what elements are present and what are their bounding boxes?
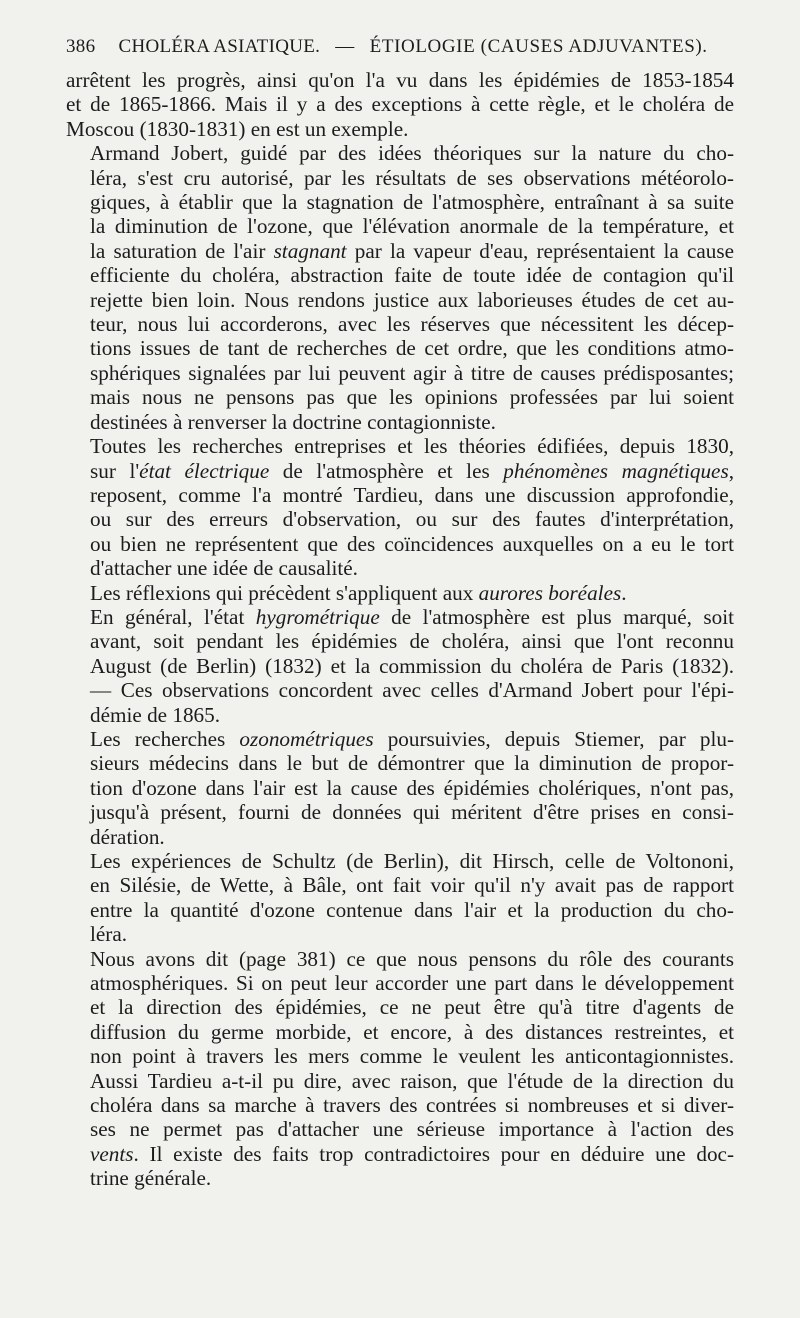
text-line: jusqu'à présent, fourni de données qui méritent d'être prises en consi- [90,800,734,825]
text-line: avant, soit pendant les épidémies de choléra, ainsi que l'ont reconnu [90,629,734,654]
text-line: Les réflexions qui précèdent s'appliquent aux aurores boréales. [90,580,627,605]
text-line: En général, l'état hygrométrique de l'atmosphère est plus marqué, soit [90,604,734,629]
paragraph [66,605,734,727]
text-line: entre la quantité d'ozone contenue dans l'air et la production du cho- [90,897,734,922]
text-line: Les expériences de Schultz (de Berlin), dit Hirsch, celle de Voltononi, [90,849,734,873]
text-line: d'attacher une idée de causalité. [90,556,358,581]
text-line: efficiente du choléra, abstraction faite de toute idée de contagion qu'il [90,263,734,288]
paragraph [66,849,734,947]
text-line: sur l'état électrique de l'atmosphère et les phénomènes magnétiques, [90,458,734,483]
text-line: démie de 1865. [90,702,221,727]
text-line: dération. [90,824,165,849]
text-line: vents. Il existe des faits trop contradictoires pour en déduire une doc- [90,1141,734,1166]
text-line: giques, à établir que la stagnation de l'atmosphère, entraînant à sa suite [90,190,734,215]
text-line: léra, s'est cru autorisé, par les résultats de ses observations météorolo- [90,165,734,190]
text-line: mais nous ne pensons pas que les opinions professées par lui soient [90,385,734,410]
paragraph [66,68,734,141]
text-line: sieurs médecins dans le but de démontrer que la diminution de propor- [90,751,734,776]
header-separator: — [335,36,355,57]
paragraph [66,581,734,605]
text-line: Nous avons dit (page 381) ce que nous pensons du rôle des courants [90,946,734,971]
text-line: tions issues de tant de recherches de cet ordre, que les conditions atmo- [90,336,734,361]
text-line: et la direction des épidémies, ce ne peut être qu'à titre d'agents de [90,995,734,1020]
text-line: reposent, comme l'a montré Tardieu, dans une discussion approfondie, [90,482,734,507]
text-line: arrêtent les progrès, ainsi qu'on l'a vu dans les épidémies de 1853-1854 [66,68,734,92]
running-header [66,36,746,58]
body-text [66,68,734,1191]
paragraph [66,947,734,1191]
text-line: Aussi Tardieu a-t-il pu dire, avec raison, que l'étude de la direction du [90,1068,734,1093]
text-line: ses ne permet pas d'attacher une sérieuse importance à l'action des [90,1117,734,1142]
text-line: choléra dans sa marche à travers des contrées si nombreuses et si diver- [90,1093,734,1118]
text-line: — Ces observations concordent avec celles d'Armand Jobert pour l'épi- [90,678,734,703]
text-line: ou bien ne représentent que des coïncidences auxquelles on a eu le tort [90,531,734,556]
paragraph [66,727,734,849]
text-line: August (de Berlin) (1832) et la commission du choléra de Paris (1832). [90,653,734,678]
text-line: diffusion du germe morbide, et encore, à des distances restreintes, et [90,1019,734,1044]
text-line: non point à travers les mers comme le veulent les anticontagionnistes. [90,1044,734,1069]
text-line: Moscou (1830-1831) en est un exemple. [66,116,409,141]
running-title: CHOLÉRA ASIATIQUE. [118,36,321,57]
text-line: Toutes les recherches entreprises et les théories édifiées, depuis 1830, [90,434,734,459]
text-line: atmosphériques. Si on peut leur accorder une part dans le développement [90,971,734,996]
section-title: ÉTIOLOGIE (CAUSES ADJUVANTES). [369,36,708,57]
text-line: trine générale. [90,1166,212,1191]
text-line: et de 1865-1866. Mais il y a des exceptions à cette règle, et le choléra de [66,92,734,117]
text-line: teur, nous lui accorderons, avec les réserves que nécessitent les décep- [90,312,734,337]
paragraph [66,434,734,580]
text-line: sphériques signalées par lui peuvent agir à titre de causes prédisposantes; [90,360,734,385]
paragraph [66,141,734,434]
text-line: tion d'ozone dans l'air est la cause des épidémies cholériques, n'ont pas, [90,775,734,800]
text-line: ou sur des erreurs d'observation, ou sur des fautes d'interprétation, [90,507,734,532]
text-line: la diminution de l'ozone, que l'élévation anormale de la température, et [90,214,734,239]
text-line: Les recherches ozonométriques poursuivies, depuis Stiemer, par plu- [90,726,734,751]
text-line: rejette bien loin. Nous rendons justice aux laborieuses études de cet au- [90,287,734,312]
text-line: en Silésie, de Wette, à Bâle, ont fait voir qu'il n'y avait pas de rapport [90,873,734,898]
text-line: léra. [90,922,128,947]
text-line: Armand Jobert, guidé par des idées théoriques sur la nature du cho- [90,141,734,166]
text-line: la saturation de l'air stagnant par la vapeur d'eau, représentaient la cause [90,238,734,263]
text-line: destinées à renverser la doctrine contagionniste. [90,409,496,434]
page-number: 386 [66,36,96,57]
